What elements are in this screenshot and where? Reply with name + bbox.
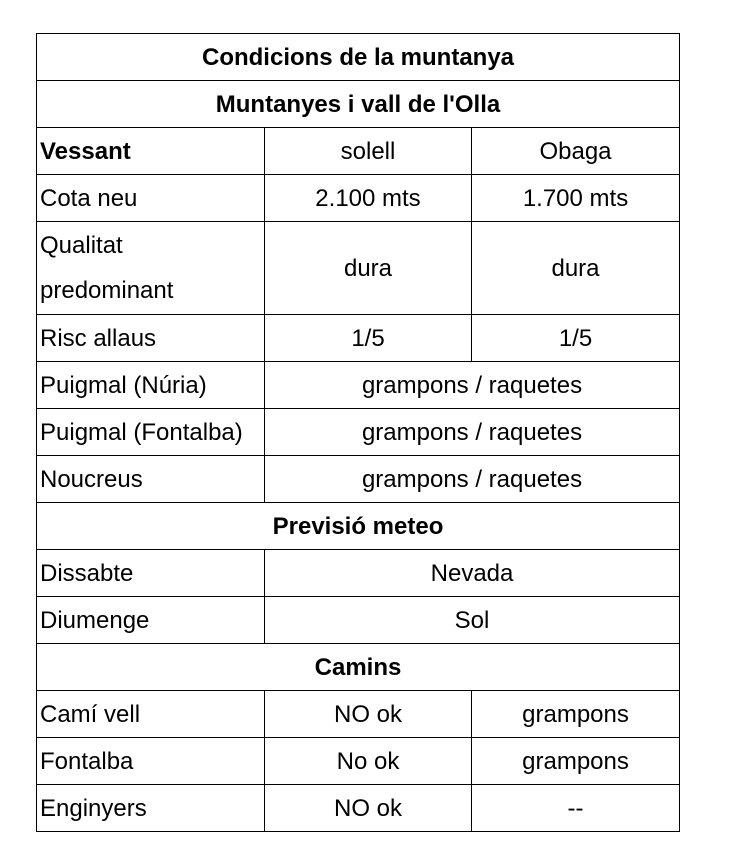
peak-gear: grampons / raquetes [265,362,680,409]
risc-solell: 1/5 [265,315,472,362]
camins-header-row [37,644,680,691]
table-row [37,456,680,503]
table-row [37,785,680,832]
cota-neu-row [37,175,680,222]
cota-neu-label: Cota neu [37,175,265,222]
meteo-header-row [37,503,680,550]
peak-name: Puigmal (Núria) [37,362,265,409]
subtitle-row [37,81,680,128]
meteo-day: Diumenge [37,597,265,644]
table-row [37,550,680,597]
title-row [37,34,680,81]
cami-gear: -- [472,785,680,832]
risc-label: Risc allaus [37,315,265,362]
cami-name: Fontalba [37,738,265,785]
cami-name: Enginyers [37,785,265,832]
meteo-title: Previsió meteo [37,503,680,550]
cami-status: NO ok [265,691,472,738]
vessant-obaga: Obaga [472,128,680,175]
cota-neu-solell: 2.100 mts [265,175,472,222]
peak-gear: grampons / raquetes [265,456,680,503]
cami-name: Camí vell [37,691,265,738]
vessant-row [37,128,680,175]
peak-name: Puigmal (Fontalba) [37,409,265,456]
cami-gear: grampons [472,738,680,785]
qualitat-row [37,222,680,315]
peak-gear: grampons / raquetes [265,409,680,456]
table-title: Condicions de la muntanya [37,34,680,81]
vessant-solell: solell [265,128,472,175]
meteo-day: Dissabte [37,550,265,597]
cami-status: No ok [265,738,472,785]
table-row [37,409,680,456]
table-row [37,362,680,409]
table-row [37,738,680,785]
qualitat-solell: dura [265,222,472,315]
camins-title: Camins [37,644,680,691]
risc-row [37,315,680,362]
meteo-forecast: Sol [265,597,680,644]
risc-obaga: 1/5 [472,315,680,362]
qualitat-obaga: dura [472,222,680,315]
qualitat-label: Qualitat predominant [37,222,265,315]
cami-gear: grampons [472,691,680,738]
cota-neu-obaga: 1.700 mts [472,175,680,222]
peak-name: Noucreus [37,456,265,503]
cami-status: NO ok [265,785,472,832]
table-subtitle: Muntanyes i vall de l'Olla [37,81,680,128]
mountain-conditions-table [36,33,680,832]
vessant-label: Vessant [37,128,265,175]
table-row [37,597,680,644]
table-row [37,691,680,738]
meteo-forecast: Nevada [265,550,680,597]
